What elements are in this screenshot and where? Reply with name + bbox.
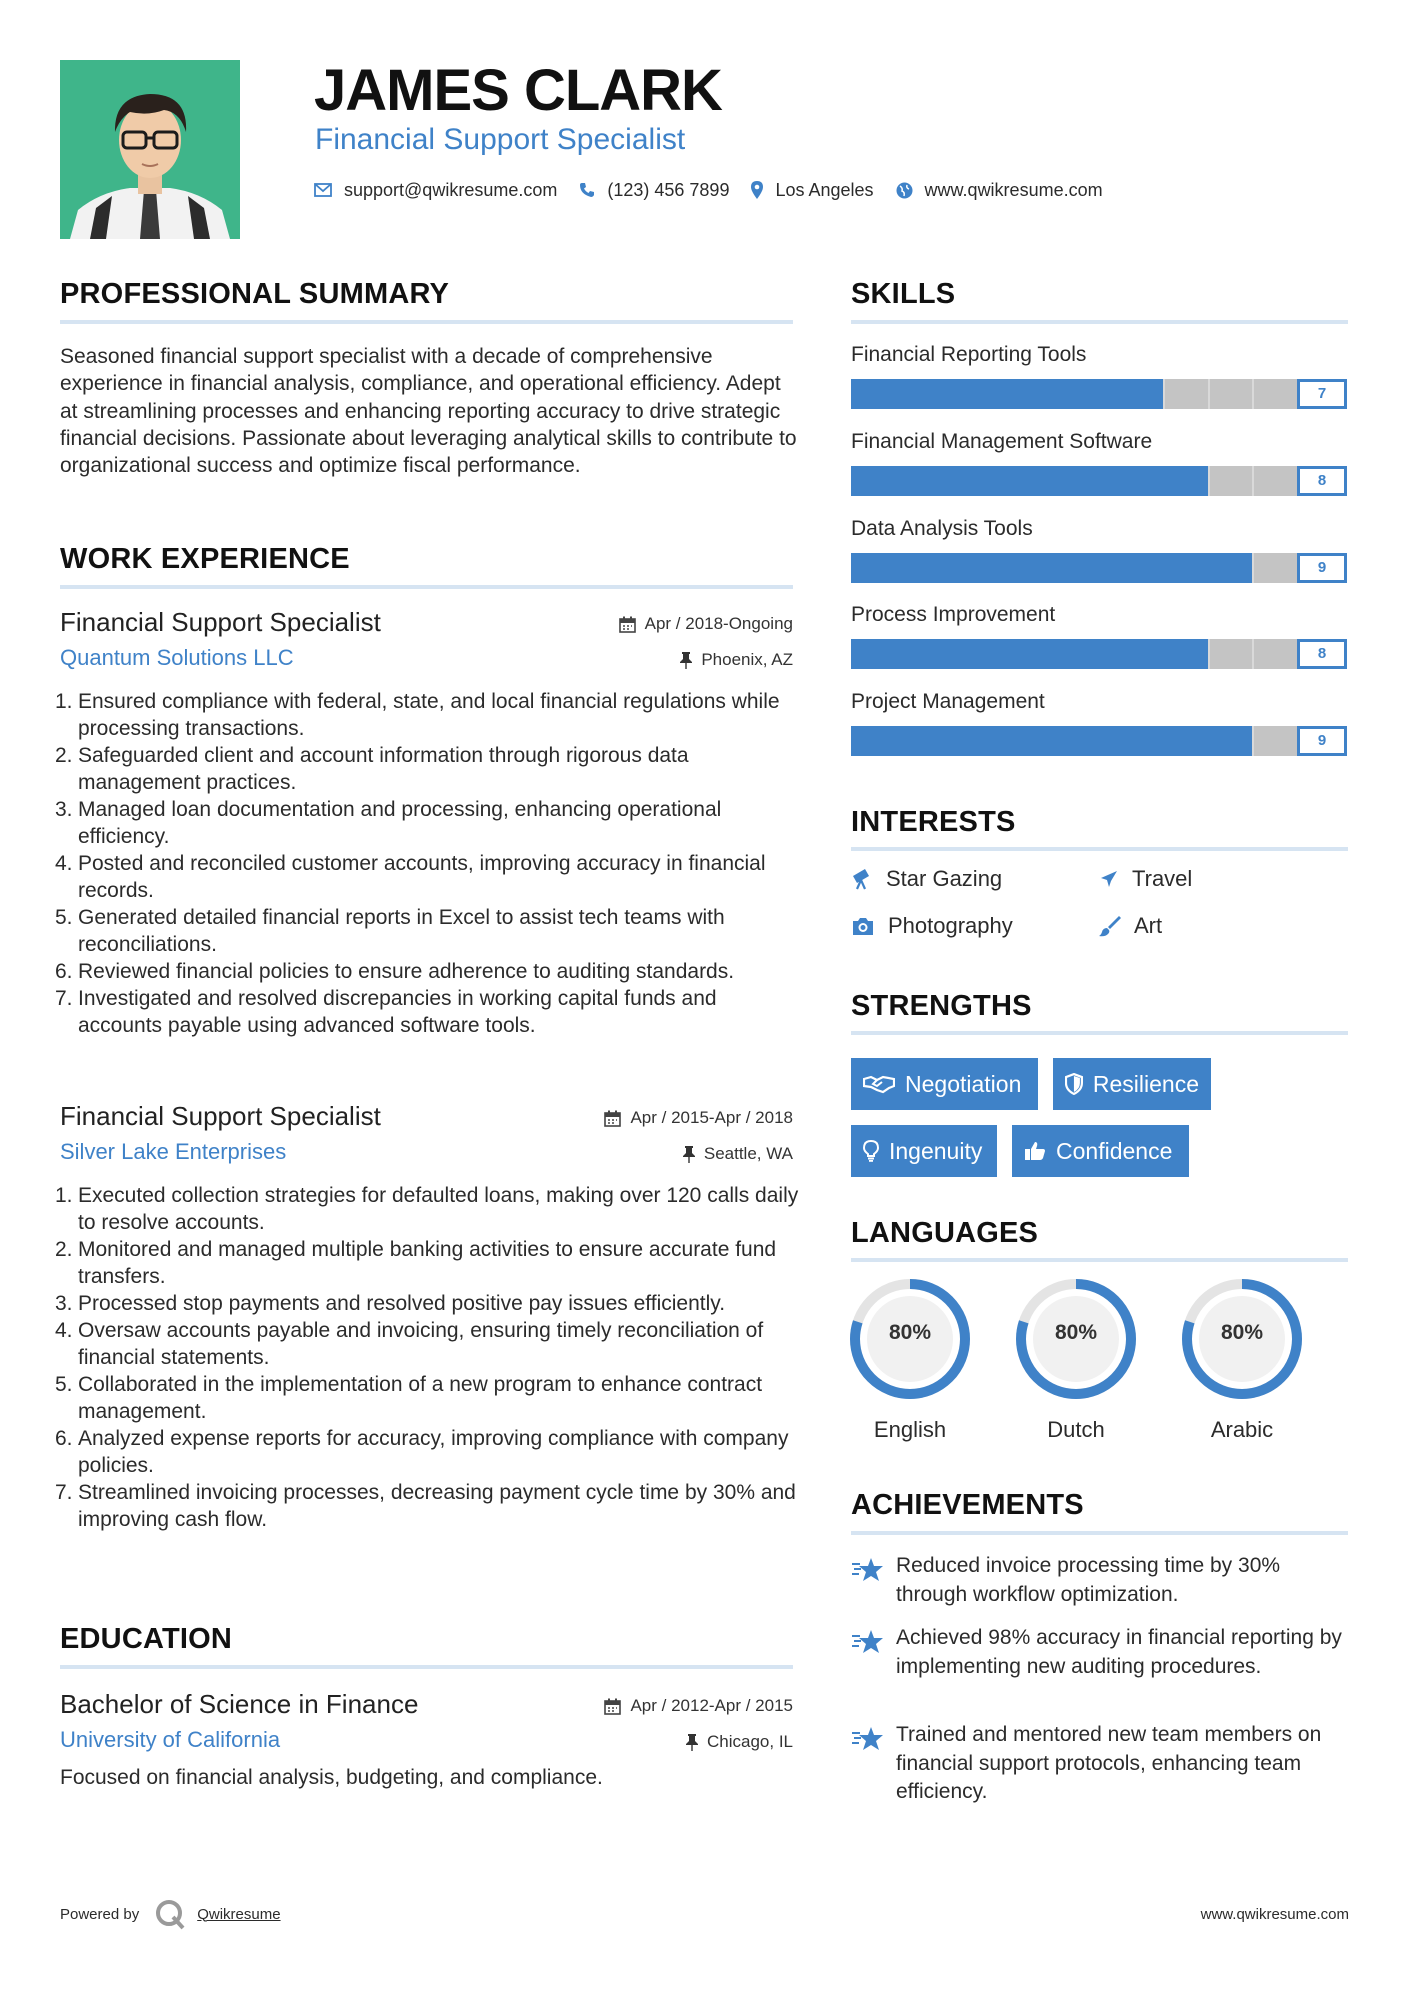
job-bullet: 7. Investigated and resolved discrepancies in working capital funds and accounts payable using advanced software tools.	[55, 987, 717, 1037]
strengths-heading: STRENGTHS	[851, 990, 1032, 1022]
skill-bar-tick	[1208, 639, 1210, 669]
strength-badge: Resilience	[1053, 1058, 1211, 1110]
job-role: Financial Support Specialist	[60, 607, 381, 637]
skill-item	[851, 515, 1348, 576]
job-company: Quantum Solutions LLC	[60, 645, 294, 670]
skill-bar-fill	[851, 726, 1252, 756]
job-bullet: 5. Collaborated in the implementation of a new program to enhance contract management.	[55, 1373, 763, 1423]
job-date	[619, 614, 793, 634]
pushpin-icon	[686, 1734, 698, 1751]
education-school: University of California	[60, 1727, 281, 1752]
handshake-icon	[863, 1074, 895, 1094]
skill-bar-tick	[1208, 379, 1210, 409]
job-bullet: 3. Managed loan documentation and processing, enhancing operational efficiency.	[55, 798, 722, 848]
camera-icon	[851, 916, 875, 936]
skill-bar-tick	[1252, 639, 1254, 669]
skill-bar	[851, 379, 1347, 409]
language-name: Arabic	[1210, 1417, 1274, 1442]
work-divider	[60, 585, 793, 589]
job-bullet: 2. Safeguarded client and account information through rigorous data management practices.	[55, 744, 689, 794]
pushpin-icon	[680, 652, 692, 669]
job-bullet: 4. Oversaw accounts payable and invoicing, ensuring timely reconciliation of financial statements.	[55, 1319, 764, 1369]
map-pin-icon	[751, 181, 763, 199]
language-percent: 80%	[1054, 1321, 1098, 1344]
achievements-heading: ACHIEVEMENTS	[851, 1489, 1084, 1521]
skill-score: 9	[1297, 726, 1347, 756]
skill-bar	[851, 466, 1347, 496]
contact-phone-text: (123) 456 7899	[607, 179, 730, 200]
lightbulb-icon	[863, 1140, 879, 1162]
job-date-text: Apr / 2015-Apr / 2018	[630, 1108, 793, 1127]
pushpin-icon	[683, 1146, 695, 1163]
job-bullet: 1. Ensured compliance with federal, state, and local financial regulations while processing transactions.	[55, 690, 780, 740]
strength-badge: Confidence	[1012, 1125, 1189, 1177]
skill-bar-tick	[1252, 726, 1254, 756]
education-location	[686, 1732, 793, 1752]
skill-item	[851, 341, 1348, 402]
skill-bar-fill	[851, 553, 1252, 583]
job-location	[680, 650, 793, 670]
job-role: Financial Support Specialist	[60, 1101, 381, 1131]
skill-item	[851, 601, 1348, 662]
footer-website[interactable]: www.qwikresume.com	[1200, 1906, 1349, 1923]
job-bullet: 7. Streamlined invoicing processes, decreasing payment cycle time by 30% and improving cash flow.	[55, 1481, 796, 1531]
job-date-text: Apr / 2018-Ongoing	[644, 614, 793, 633]
job-bullets	[55, 688, 800, 1039]
skill-bar-tick	[1252, 553, 1254, 583]
skill-bar-fill	[851, 379, 1163, 409]
contact-location-text: Los Angeles	[775, 179, 874, 200]
education-description: Focused on financial analysis, budgeting, and compliance.	[60, 1766, 603, 1789]
education-date-text: Apr / 2012-Apr / 2015	[630, 1696, 793, 1715]
job-bullet: 6. Analyzed expense reports for accuracy, improving compliance with company policies.	[55, 1427, 789, 1477]
job-bullet: 4. Posted and reconciled customer accounts, improving accuracy in financial records.	[55, 852, 766, 902]
star-icon	[851, 1556, 885, 1584]
contact-bar	[314, 176, 1125, 204]
interest-item: Photography	[851, 913, 1013, 939]
skill-bar-tick	[1163, 379, 1165, 409]
languages-divider	[851, 1258, 1348, 1262]
skill-score: 8	[1297, 466, 1347, 496]
contact-phone[interactable]	[579, 180, 729, 201]
skill-bar-tick	[1252, 466, 1254, 496]
summary-divider	[60, 320, 793, 324]
job-location-text: Phoenix, AZ	[701, 650, 793, 669]
job-company: Silver Lake Enterprises	[60, 1139, 287, 1164]
interests-divider	[851, 847, 1348, 851]
education-location-text: Chicago, IL	[707, 1732, 793, 1751]
skill-item	[851, 428, 1348, 489]
footer-powered-by	[60, 1897, 281, 1931]
skill-bar-fill	[851, 466, 1208, 496]
job-bullet: 3. Processed stop payments and resolved positive pay issues efficiently.	[55, 1292, 726, 1315]
contact-email-text: support@qwikresume.com	[344, 179, 558, 200]
education-date	[604, 1696, 793, 1716]
skill-label: Project Management	[851, 690, 1045, 713]
education-heading: EDUCATION	[60, 1623, 233, 1655]
contact-email[interactable]	[314, 180, 557, 201]
skill-bar	[851, 726, 1347, 756]
globe-icon	[896, 182, 913, 199]
contact-website[interactable]	[896, 180, 1103, 201]
language-percent: 80%	[1220, 1321, 1264, 1344]
phone-icon	[579, 182, 595, 198]
profile-avatar-illustration	[60, 60, 240, 239]
skill-label: Data Analysis Tools	[851, 517, 1033, 540]
calendar-icon	[619, 616, 636, 633]
skill-item	[851, 688, 1348, 749]
skill-label: Financial Management Software	[851, 430, 1153, 453]
skill-bar-tick	[1208, 466, 1210, 496]
job-bullet: 5. Generated detailed financial reports in Excel to assist tech teams with reconciliations.	[55, 906, 725, 956]
shield-icon	[1065, 1073, 1083, 1095]
language-name: Dutch	[1047, 1417, 1105, 1442]
job-location-text: Seattle, WA	[703, 1144, 793, 1163]
telescope-icon	[851, 868, 873, 890]
language-name: English	[873, 1417, 947, 1442]
contact-location	[751, 180, 873, 201]
brush-icon	[1099, 915, 1121, 937]
work-heading: WORK EXPERIENCE	[60, 543, 350, 575]
interest-item: Travel	[1099, 866, 1192, 892]
contact-website-text: www.qwikresume.com	[924, 179, 1103, 200]
job-bullet: 2. Monitored and managed multiple banking activities to ensure accurate fund transfers.	[55, 1238, 777, 1288]
interest-item: Star Gazing	[851, 866, 1002, 892]
education-divider	[60, 1665, 793, 1669]
plane-icon	[1099, 869, 1119, 889]
profile-photo	[60, 60, 240, 239]
star-icon	[851, 1725, 885, 1753]
job-location	[683, 1144, 793, 1164]
summary-text: Seasoned financial support specialist with a decade of comprehensive experience in financial analysis, compliance, and operational efficiency. Adept at streamlining processes and enhancing reporting accuracy to drive strategic financial decisions. Passionate about leveraging analytical skills to contribute to organizational success and optimize fiscal performance.	[60, 345, 797, 478]
thumbs-up-icon	[1024, 1141, 1046, 1161]
envelope-icon	[314, 183, 332, 197]
skill-label: Process Improvement	[851, 603, 1056, 626]
footer-brand-link[interactable]: Qwikresume	[197, 1905, 281, 1923]
strength-badge: Ingenuity	[851, 1125, 997, 1177]
skill-bar-fill	[851, 639, 1208, 669]
calendar-icon	[604, 1110, 621, 1127]
job-bullet: 6. Reviewed financial policies to ensure adherence to auditing standards.	[55, 960, 735, 983]
skill-label: Financial Reporting Tools	[851, 343, 1087, 366]
languages-heading: LANGUAGES	[851, 1217, 1039, 1249]
job-bullets	[55, 1182, 800, 1533]
strength-badge: Negotiation	[851, 1058, 1038, 1110]
calendar-icon	[604, 1698, 621, 1715]
skill-bar-tick	[1252, 379, 1254, 409]
star-icon	[851, 1628, 885, 1656]
interests-heading: INTERESTS	[851, 806, 1016, 838]
qwikresume-logo-icon	[153, 1897, 187, 1931]
skill-bar	[851, 553, 1347, 583]
strengths-divider	[851, 1031, 1348, 1035]
skill-score: 8	[1297, 639, 1347, 669]
candidate-title: Financial Support Specialist	[315, 123, 686, 156]
education-degree: Bachelor of Science in Finance	[60, 1689, 419, 1719]
skill-score: 7	[1297, 379, 1347, 409]
achievements-divider	[851, 1531, 1348, 1535]
language-percent: 80%	[888, 1321, 932, 1344]
skills-divider	[851, 320, 1348, 324]
powered-by-label: Powered by	[60, 1905, 140, 1923]
summary-heading: PROFESSIONAL SUMMARY	[60, 278, 450, 310]
skill-bar	[851, 639, 1347, 669]
candidate-name: JAMES CLARK	[314, 58, 722, 123]
skill-score: 9	[1297, 553, 1347, 583]
job-date	[604, 1108, 793, 1128]
skills-heading: SKILLS	[851, 278, 956, 310]
job-bullet: 1. Executed collection strategies for defaulted loans, making over 120 calls daily to resolve accounts.	[55, 1184, 799, 1234]
interest-item: Art	[1099, 913, 1162, 939]
